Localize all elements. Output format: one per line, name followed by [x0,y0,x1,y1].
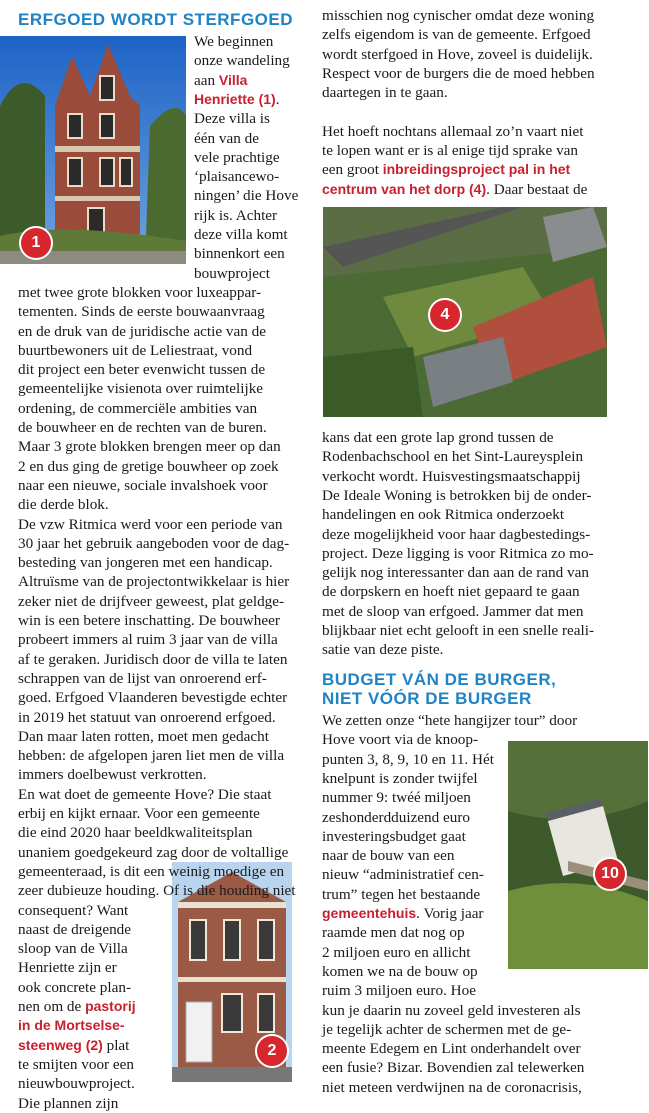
text-span: Deze villa is [194,110,270,128]
text-span: deze villa komt [194,226,288,243]
text-span: . [275,90,280,108]
left-column-line [18,765,207,784]
left-column-line [18,592,284,611]
text-span: ‘plaisancewo- [194,168,280,186]
text-span: trum” tegen het bestaande [322,885,481,903]
right-column-line [322,923,465,942]
text-span: naar een nieuwe, sociale invalshoek voor [18,476,268,494]
text-span: Die plannen zijn [18,1094,119,1112]
text-span: die derde blok. [18,496,109,514]
highlighted-text: centrum van het dorp (4) [322,180,487,197]
left-column-line [18,939,128,958]
highlighted-text: Henriette (1) [194,90,276,107]
text-span: nieuw “administratief cen- [322,866,484,884]
text-span: dit project een beter evenwicht tussen de [18,361,266,379]
text-span: een groot [322,161,383,179]
text-span: tementen. Sinds de eerste bouwaanvraag [18,303,265,321]
left-column-line [194,109,270,128]
text-span: met de sloop van erfgoed. Jammer dat men [322,602,584,620]
left-column-line [18,418,267,437]
section-heading-budget-line-2: NIET VÓÓR DE BURGER [322,689,532,708]
text-span: 30 jaar het gebruik aangeboden voor de dag- [18,534,290,552]
highlighted-text: steenweg (2) [18,1036,103,1053]
right-column-line [322,846,454,865]
left-column-line [194,206,277,225]
left-column-line [18,862,284,881]
right-column-line [322,122,583,141]
text-span: plat [102,1036,130,1054]
right-column-line [322,943,470,962]
text-span: ook concrete plan- [18,978,132,996]
text-span: buurtbewoners uit de Leliestraat, vond [18,341,253,359]
text-span: Respect voor de burgers die de moed hebben [322,64,595,82]
left-column-line [18,553,273,572]
text-span: zeer dubieuze houding. Of is die houding niet [18,882,296,900]
text-span: We zetten onze “hete hangijzer tour” door [322,712,578,729]
text-span: rijk is. Achter [194,206,278,224]
text-span: zeker niet de drijfveer geweest, plat geldge- [18,592,285,610]
text-span: De vzw Ritmica werd voor een periode van [18,515,283,533]
aerial-village-center-photo [323,207,607,417]
text-span: en de druk van de juridische actie van de [18,322,266,340]
left-column-line [194,32,273,51]
left-column-line [18,476,268,495]
text-span: daartegen in te gaan. [322,84,448,102]
text-span: We beginnen [194,33,274,50]
right-column-line [322,711,577,730]
text-span: Het hoeft nochtans allemaal zo’n vaart niet [322,122,584,140]
highlighted-text: Villa [218,71,248,88]
gemeentehuis-aerial-photo [508,741,648,969]
right-column-line [322,467,581,486]
right-column-line [322,525,590,544]
left-column-line [18,1036,129,1055]
text-span: . Daar bestaat de [486,180,588,198]
text-span: . Vorig jaar [416,905,484,922]
text-span: win is een betere inschatting. De bouwheer [18,612,280,629]
left-column-line [194,148,280,167]
right-column-line [322,6,594,25]
right-column-line [322,885,480,904]
left-column-line [18,534,289,553]
text-span: zelfs eigendom is van de gemeente. Erfgoed [322,26,591,44]
left-column-line [18,630,278,649]
text-span: Maar 3 grote blokken brengen meer op dan [18,438,281,456]
text-span: verkocht wordt. Huisvestingsmaatschappij [322,467,581,485]
right-column-line [322,769,478,788]
right-column-line [322,582,580,601]
right-column-line [322,141,578,160]
highlighted-text: inbreidingsproject pal in het [382,161,571,178]
text-span: af te geraken. Juridisch door de villa te laten [18,650,288,668]
right-column-line [322,827,466,846]
text-span: De Ideale Woning is betrokken bij de onder- [322,486,592,504]
right-column-line [322,1058,584,1077]
right-column-line [322,64,595,83]
right-column-line [322,486,591,505]
text-span: erbij en kijkt ernaar. Voor een gemeente [18,805,260,822]
text-span: te lopen want er is al enige tijd sprake van [322,142,578,160]
text-span: hebben: de afgelopen jaren liet men de villa [18,747,285,765]
text-span: Hove voort via de knoop- [322,731,479,749]
photo-marker-1: 1 [19,226,53,260]
left-column-line [18,437,281,456]
left-column-line [18,1094,118,1113]
section-heading-budget [322,670,556,708]
left-column-line [18,881,296,900]
left-column-line [18,688,287,707]
text-span: Dan maar laten rotten, moet men gedacht [18,727,269,745]
right-column-line [322,640,443,659]
highlighted-text: pastorij [85,998,136,1014]
right-column-line [322,730,478,749]
left-column-line [18,572,289,591]
photo-marker-4: 4 [428,298,462,332]
text-span: onze wandeling [194,52,290,70]
text-span: sloop van de Villa [18,940,128,958]
left-column-line [18,1016,125,1035]
right-column-line [322,1001,581,1020]
left-column-line [18,457,279,476]
left-column-line [18,785,271,804]
text-span: knelpunt is zonder twijfel [322,769,478,787]
text-span: je tegelijk achter de schermen met de ge- [322,1020,572,1038]
left-column-line [18,669,267,688]
right-column-line [322,1078,582,1097]
left-column-line [18,997,136,1016]
text-span: de bouwheer en de rechten van de buren. [18,419,267,436]
text-span: satie van deze piste. [322,641,444,659]
right-column-line [322,808,470,827]
text-span: ordening, de commerciële ambities van [18,399,258,417]
text-span: goed. Erfgoed Vlaanderen bevestigde echter [18,689,288,707]
left-column-line [18,283,261,302]
text-span: probeert immers al ruim 3 jaar van de villa [18,631,278,649]
text-span: naast de dreigende [18,920,132,938]
text-span: komen we na de bouw op [322,962,478,980]
highlighted-text: in de Mortselse- [18,1017,125,1034]
text-span: deze mogelijkheid voor haar dagbestedings- [322,525,591,543]
text-span: nummer 9: twéé miljoen [322,789,471,807]
text-span: consequent? Want [18,901,129,919]
right-column-line [322,1039,581,1058]
left-column-line [18,495,109,514]
text-span: nieuwbouwproject. [18,1075,135,1093]
text-span: een fusie? Bizar. Bovendien zal telewerken [322,1059,585,1077]
right-column-line [322,45,593,64]
left-column-line [18,650,287,669]
right-column-line [322,865,484,884]
left-column-line [194,264,270,283]
left-column-line [194,71,247,90]
right-column-line [322,1020,571,1039]
photo-marker-2: 2 [255,1034,289,1068]
left-column-line [18,727,269,746]
left-column-line [18,1074,135,1093]
text-span: de dorpskern en hoeft niet gepaard te gaan [322,583,580,601]
text-span: gelijk nog interessanter dan aan de rand van [322,564,589,582]
text-span: Rodenbachschool en het Sint-Laureysplein [322,448,584,466]
left-column-line [194,90,279,109]
text-span: besteding van jongeren met een handicap. [18,554,273,572]
left-column-line [194,225,288,244]
right-column-line [322,428,554,447]
right-column-line [322,447,583,466]
left-column-line [18,823,253,842]
left-column-line [18,399,257,418]
left-column-line [18,360,265,379]
right-column-line [322,750,494,769]
right-column-line [322,962,478,981]
text-span: Henriette zijn er [18,959,117,977]
left-column-line [18,322,266,341]
left-column-line [18,515,282,534]
text-span: ningen’ die Hove [194,187,299,205]
left-column-line [18,843,288,862]
text-span: Altruïsme van de projectontwikkelaar is hier [18,573,290,591]
right-column-line [322,621,594,640]
right-column-line [322,544,594,563]
left-column-line [18,804,260,823]
left-column-line [18,611,280,630]
text-span: gemeentelijke visienota over ruimtelijke [18,380,264,398]
text-span: raamde men dat nog op [322,924,465,942]
left-column-line [18,958,117,977]
right-column-line [322,563,589,582]
section-heading-budget-line-1: BUDGET VÁN DE BURGER, [322,670,557,689]
text-span: immers doelbewust verkrotten. [18,766,207,784]
left-column-line [18,901,128,920]
text-span: nen om de [18,998,86,1015]
text-span: in 2019 het statuut van onroerend erfgoed. [18,708,276,726]
text-span: 2 miljoen euro en allicht [322,943,471,961]
left-column-line [18,379,263,398]
text-span: project. Deze ligging is voor Ritmica zo mo- [322,544,594,562]
left-column-line [194,186,298,205]
left-column-line [194,244,285,263]
text-span: handelingen en ook Ritmica onderzoekt [322,506,565,524]
text-span: één van de [194,129,259,147]
text-span: punten 3, 8, 9, 10 en 11. Hét [322,750,494,768]
text-span: ruim 3 miljoen euro. Hoe [322,982,476,1000]
text-span: te smijten voor een [18,1055,134,1073]
right-column-line [322,981,476,1000]
text-span: wordt sterfgoed in Hove, zoveel is duidelijk. [322,45,593,63]
text-span: naar de bouw van een [322,847,455,865]
text-span: die eind 2020 haar beeldkwaliteitsplan [18,824,253,842]
left-column-line [18,978,131,997]
right-column-line [322,505,564,524]
text-span: zeshonderdduizend euro [322,808,471,826]
highlighted-text: gemeentehuis [322,905,417,921]
photo-marker-10: 10 [593,857,627,891]
right-column-line [322,602,583,621]
left-column-line [194,129,259,148]
right-column-line [322,904,484,923]
right-column-line [322,160,570,179]
text-span: investeringsbudget gaat [322,827,466,845]
right-column-line [322,180,587,199]
text-span: unaniem goedgekeurd zag door de voltallige [18,843,289,861]
right-column-line [322,788,471,807]
right-column-line [322,83,448,102]
left-column-line [194,167,279,186]
text-span: niet meteen verdwijnen na de coronacrisis, [322,1078,582,1096]
text-span: aan [194,71,219,89]
left-column-line [18,746,284,765]
text-span: meente Edegem en Lint onderhandelt over [322,1040,581,1058]
text-span: kun je daarin nu zoveel geld investeren als [322,1001,581,1019]
text-span: blijkbaar niet echt gelooft in een snelle reali- [322,622,594,639]
text-span: vele prachtige [194,148,280,166]
text-span: schrappen van de lijst van onroerend erf- [18,669,267,687]
left-column-line [18,341,252,360]
text-span: gemeenteraad, is dit een weinig moedige en [18,862,285,880]
left-column-line [18,708,276,727]
left-column-line [18,920,131,939]
text-span: misschien nog cynischer omdat deze woning [322,7,595,24]
left-column-line [18,302,265,321]
text-span: En wat doet de gemeente Hove? Die staat [18,785,272,803]
left-column-line [194,51,290,70]
left-column-line [18,1055,134,1074]
section-heading-erfgoed: ERFGOED WORDT STERFGOED [18,10,293,29]
text-span: met twee grote blokken voor luxeappar- [18,283,262,301]
right-column-line [322,25,591,44]
text-span: binnenkort een [194,245,285,263]
text-span: bouwproject [194,264,270,282]
text-span: 2 en dus ging de gretige bouwheer op zoek [18,457,279,475]
text-span: kans dat een grote lap grond tussen de [322,429,554,446]
